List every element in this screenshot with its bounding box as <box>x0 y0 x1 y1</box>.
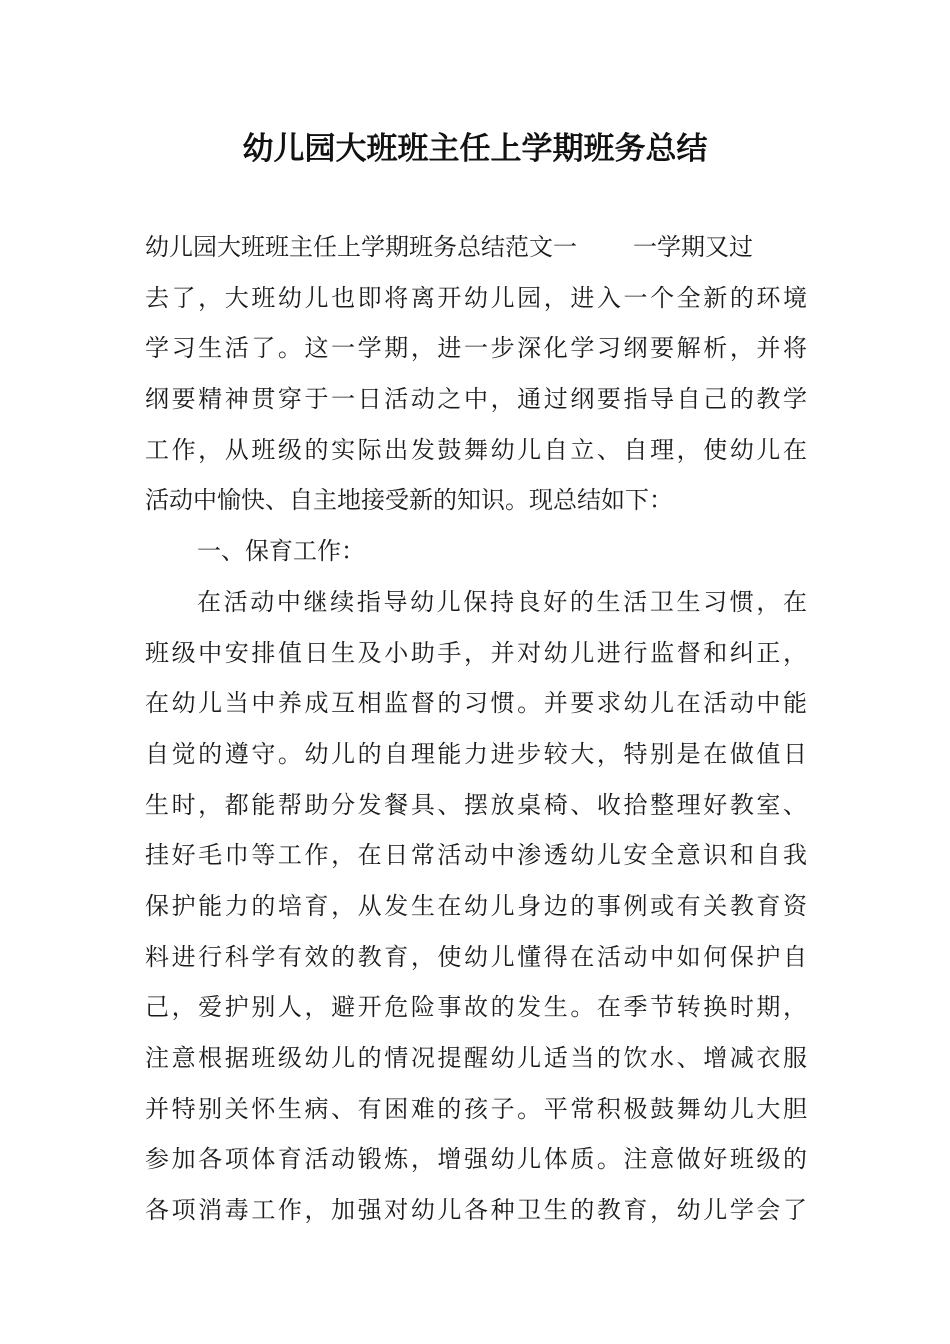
text-line-intro <box>145 222 807 273</box>
text-line: 己，爱护别人，避开危险事故的发生。在季节转换时期， <box>145 993 807 1022</box>
text-line: 在活动中继续指导幼儿保持良好的生活卫生习惯，在 <box>197 587 807 616</box>
text-line: 班级中安排值日生及小助手，并对幼儿进行监督和纠正， <box>145 638 807 667</box>
text-line: 在幼儿当中养成互相监督的习惯。并要求幼儿在活动中能 <box>145 689 807 718</box>
text-line: 去了，大班幼儿也即将离开幼儿园，进入一个全新的环境 <box>145 283 807 312</box>
text-line: 生时，都能帮助分发餐具、摆放桌椅、收拾整理好教室、 <box>145 790 807 819</box>
text-line: 自觉的遵守。幼儿的自理能力进步较大，特别是在做值日 <box>145 739 807 768</box>
intro-lead: 幼儿园大班班主任上学期班务总结范文一 <box>145 233 577 261</box>
text-line: 纲要精神贯穿于一日活动之中，通过纲要指导自己的教学 <box>145 385 807 414</box>
document-body <box>145 222 807 1236</box>
section-heading: 一、保育工作： <box>197 537 365 566</box>
text-line: 料进行科学有效的教育，使幼儿懂得在活动中如何保护自 <box>145 942 807 971</box>
text-line: 挂好毛巾等工作，在日常活动中渗透幼儿安全意识和自我 <box>145 841 807 870</box>
text-line: 保护能力的培育，从发生在幼儿身边的事例或有关教育资 <box>145 891 807 920</box>
text-line: 各项消毒工作，加强对幼儿各种卫生的教育，幼儿学会了 <box>145 1196 807 1225</box>
text-line: 注意根据班级幼儿的情况提醒幼儿适当的饮水、增减衣服 <box>145 1044 807 1072</box>
text-line: 学习生活了。这一学期，进一步深化学习纲要解析，并将 <box>145 334 807 363</box>
text-line: 活动中愉快、自主地接受新的知识。现总结如下： <box>145 486 673 515</box>
text-line: 并特别关怀生病、有困难的孩子。平常积极鼓舞幼儿大胆 <box>145 1094 807 1123</box>
text-line: 参加各项体育活动锻炼，增强幼儿体质。注意做好班级的 <box>145 1145 807 1174</box>
text-line: 工作，从班级的实际出发鼓舞幼儿自立、自理，使幼儿在 <box>145 435 807 464</box>
intro-tail: 一学期又过 <box>633 233 753 261</box>
document-title: 幼儿园大班班主任上学期班务总结 <box>242 131 708 167</box>
